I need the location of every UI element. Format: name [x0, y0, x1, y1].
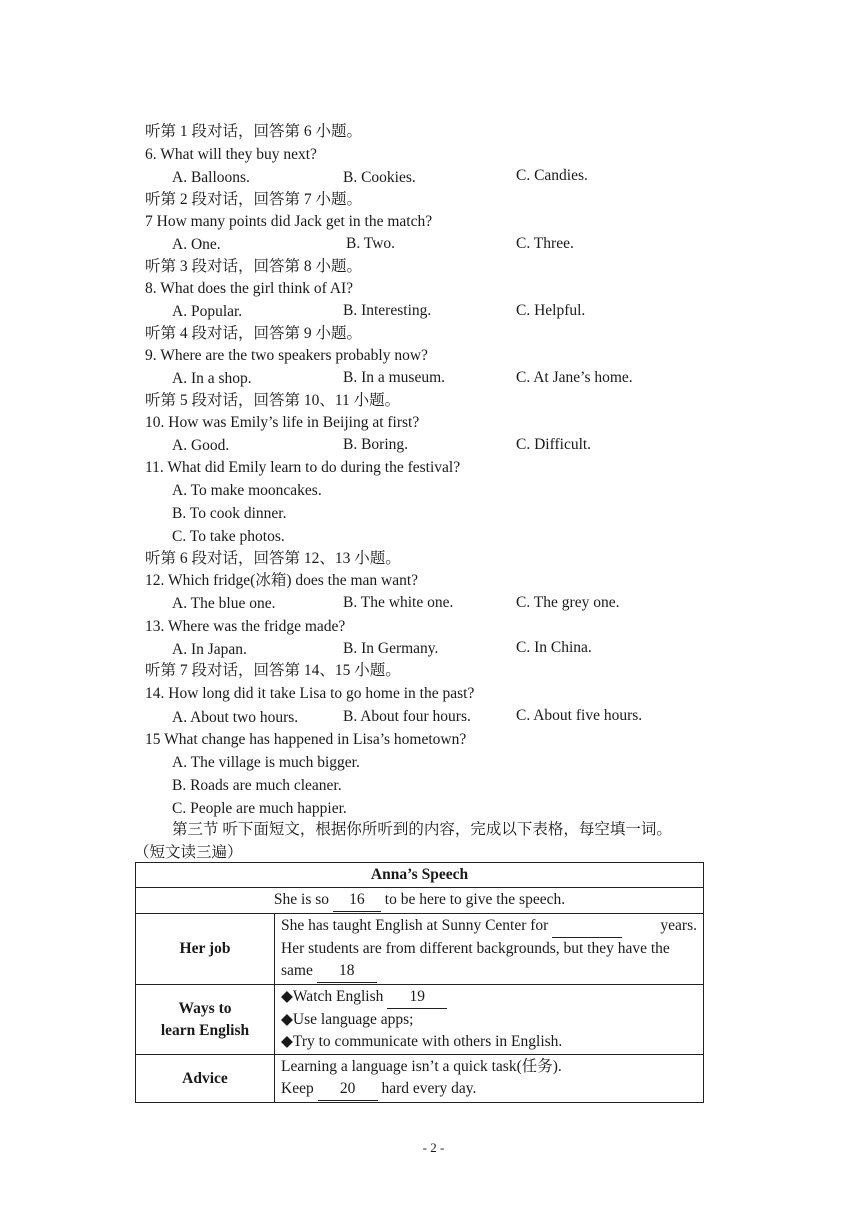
intro-cell [136, 888, 704, 914]
option-b: B. In a museum. [343, 369, 446, 386]
blank-18: 18 [317, 960, 377, 983]
table-row-advice [136, 1055, 704, 1103]
option-a: A. In a shop. [172, 370, 252, 387]
option-a: A. One. [172, 236, 221, 253]
intro-text-pre: She is so [273, 891, 330, 908]
job-line1-post: years. [660, 917, 697, 934]
table-row-job [136, 914, 704, 985]
page-number: - 2 - [422, 1140, 445, 1155]
option-b: B. Two. [346, 235, 396, 252]
option-c: C. To take photos. [172, 528, 285, 545]
ways-item-2: ◆Use language apps; [281, 1011, 414, 1028]
job-content [275, 914, 704, 985]
section-header: 听第 7 段对话，回答第 14、15 小题。 [145, 662, 401, 679]
question-stem: 6. What will they buy next? [145, 146, 317, 163]
option-b: B. Boring. [343, 436, 409, 453]
option-c: C. People are much happier. [172, 800, 347, 817]
option-b: B. The white one. [343, 594, 454, 611]
section-header: 听第 6 段对话，回答第 12、13 小题。 [145, 550, 401, 567]
option-a: A. Popular. [172, 303, 243, 320]
option-a: A. Good. [172, 437, 230, 454]
part3-note: （短文读三遍） [134, 844, 243, 861]
option-c: C. Helpful. [516, 302, 586, 319]
option-a: A. The village is much bigger. [172, 754, 360, 771]
blank-17 [552, 915, 622, 938]
option-a: A. About two hours. [172, 709, 299, 726]
question-stem: 12. Which fridge(冰箱) does the man want? [145, 572, 419, 589]
question-stem: 7 How many points did Jack get in the match? [145, 213, 433, 230]
job-line1-pre: She has taught English at Sunny Center for [281, 917, 549, 934]
option-b: B. To cook dinner. [172, 505, 287, 522]
blank-16: 16 [333, 889, 381, 912]
question-stem: 9. Where are the two speakers probably now? [145, 347, 428, 364]
ways-label [136, 985, 275, 1055]
table-title: Anna’s Speech [136, 863, 704, 888]
option-b: B. In Germany. [343, 640, 439, 657]
option-c: C. Candies. [516, 167, 588, 184]
ways-content [275, 985, 704, 1055]
ways-label-line2: learn English [160, 1021, 250, 1039]
section-header: 听第 2 段对话，回答第 7 小题。 [145, 191, 363, 208]
section-header: 听第 3 段对话，回答第 8 小题。 [145, 258, 363, 275]
question-stem: 10. How was Emily’s life in Beijing at first? [145, 414, 420, 431]
question-stem: 13. Where was the fridge made? [145, 618, 346, 635]
option-c: C. Three. [516, 235, 574, 252]
option-b: B. Interesting. [343, 302, 432, 319]
option-b: B. Roads are much cleaner. [172, 777, 342, 794]
job-label: Her job [136, 914, 275, 985]
option-a: A. The blue one. [172, 595, 276, 612]
blank-20: 20 [318, 1078, 378, 1101]
job-line-1 [281, 915, 697, 938]
ways-item-3: ◆Try to communicate with others in English. [281, 1033, 563, 1050]
advice-label: Advice [136, 1055, 275, 1103]
advice-line2-pre: Keep [281, 1080, 314, 1097]
advice-line-1: Learning a language isn’t a quick task(任务). [281, 1058, 562, 1075]
question-stem: 14. How long did it take Lisa to go home in the past? [145, 685, 475, 702]
section-header: 听第 4 段对话，回答第 9 小题。 [145, 325, 363, 342]
section-header: 听第 5 段对话，回答第 10、11 小题。 [145, 392, 401, 409]
option-b: B. Cookies. [343, 169, 416, 186]
option-a: A. To make mooncakes. [172, 482, 322, 499]
ways-item-1 [281, 986, 697, 1009]
intro-text-post: to be here to give the speech. [384, 891, 566, 908]
job-line3-pre: same [281, 962, 313, 979]
ways-label-line1: Ways to [178, 999, 232, 1017]
advice-line2-post: hard every day. [381, 1080, 477, 1097]
job-line-2: Her students are from different backgrounds, but they have the [281, 940, 670, 957]
option-b: B. About four hours. [343, 708, 471, 725]
question-stem: 8. What does the girl think of AI? [145, 280, 354, 297]
speech-table [135, 862, 704, 1103]
blank-19: 19 [387, 986, 447, 1009]
ways-item-1-text: ◆Watch English [281, 988, 384, 1005]
option-c: C. At Jane’s home. [516, 369, 633, 386]
table-title-row [136, 863, 704, 888]
table-intro-row [136, 888, 704, 914]
table-row-ways [136, 985, 704, 1055]
question-stem: 15 What change has happened in Lisa’s hometown? [145, 731, 467, 748]
job-line-3 [281, 960, 697, 983]
section-header: 听第 1 段对话，回答第 6 小题。 [145, 123, 363, 140]
option-c: C. Difficult. [516, 436, 592, 453]
option-c: C. About five hours. [516, 707, 643, 724]
option-a: A. Balloons. [172, 169, 250, 186]
advice-content [275, 1055, 704, 1103]
advice-line-2 [281, 1078, 697, 1101]
option-a: A. In Japan. [172, 641, 247, 658]
part3-instruction: 第三节 听下面短文，根据你所听到的内容，完成以下表格，每空填一词。 [172, 821, 672, 838]
question-stem: 11. What did Emily learn to do during the festival? [145, 459, 461, 476]
option-c: C. The grey one. [516, 594, 620, 611]
option-c: C. In China. [516, 639, 592, 656]
